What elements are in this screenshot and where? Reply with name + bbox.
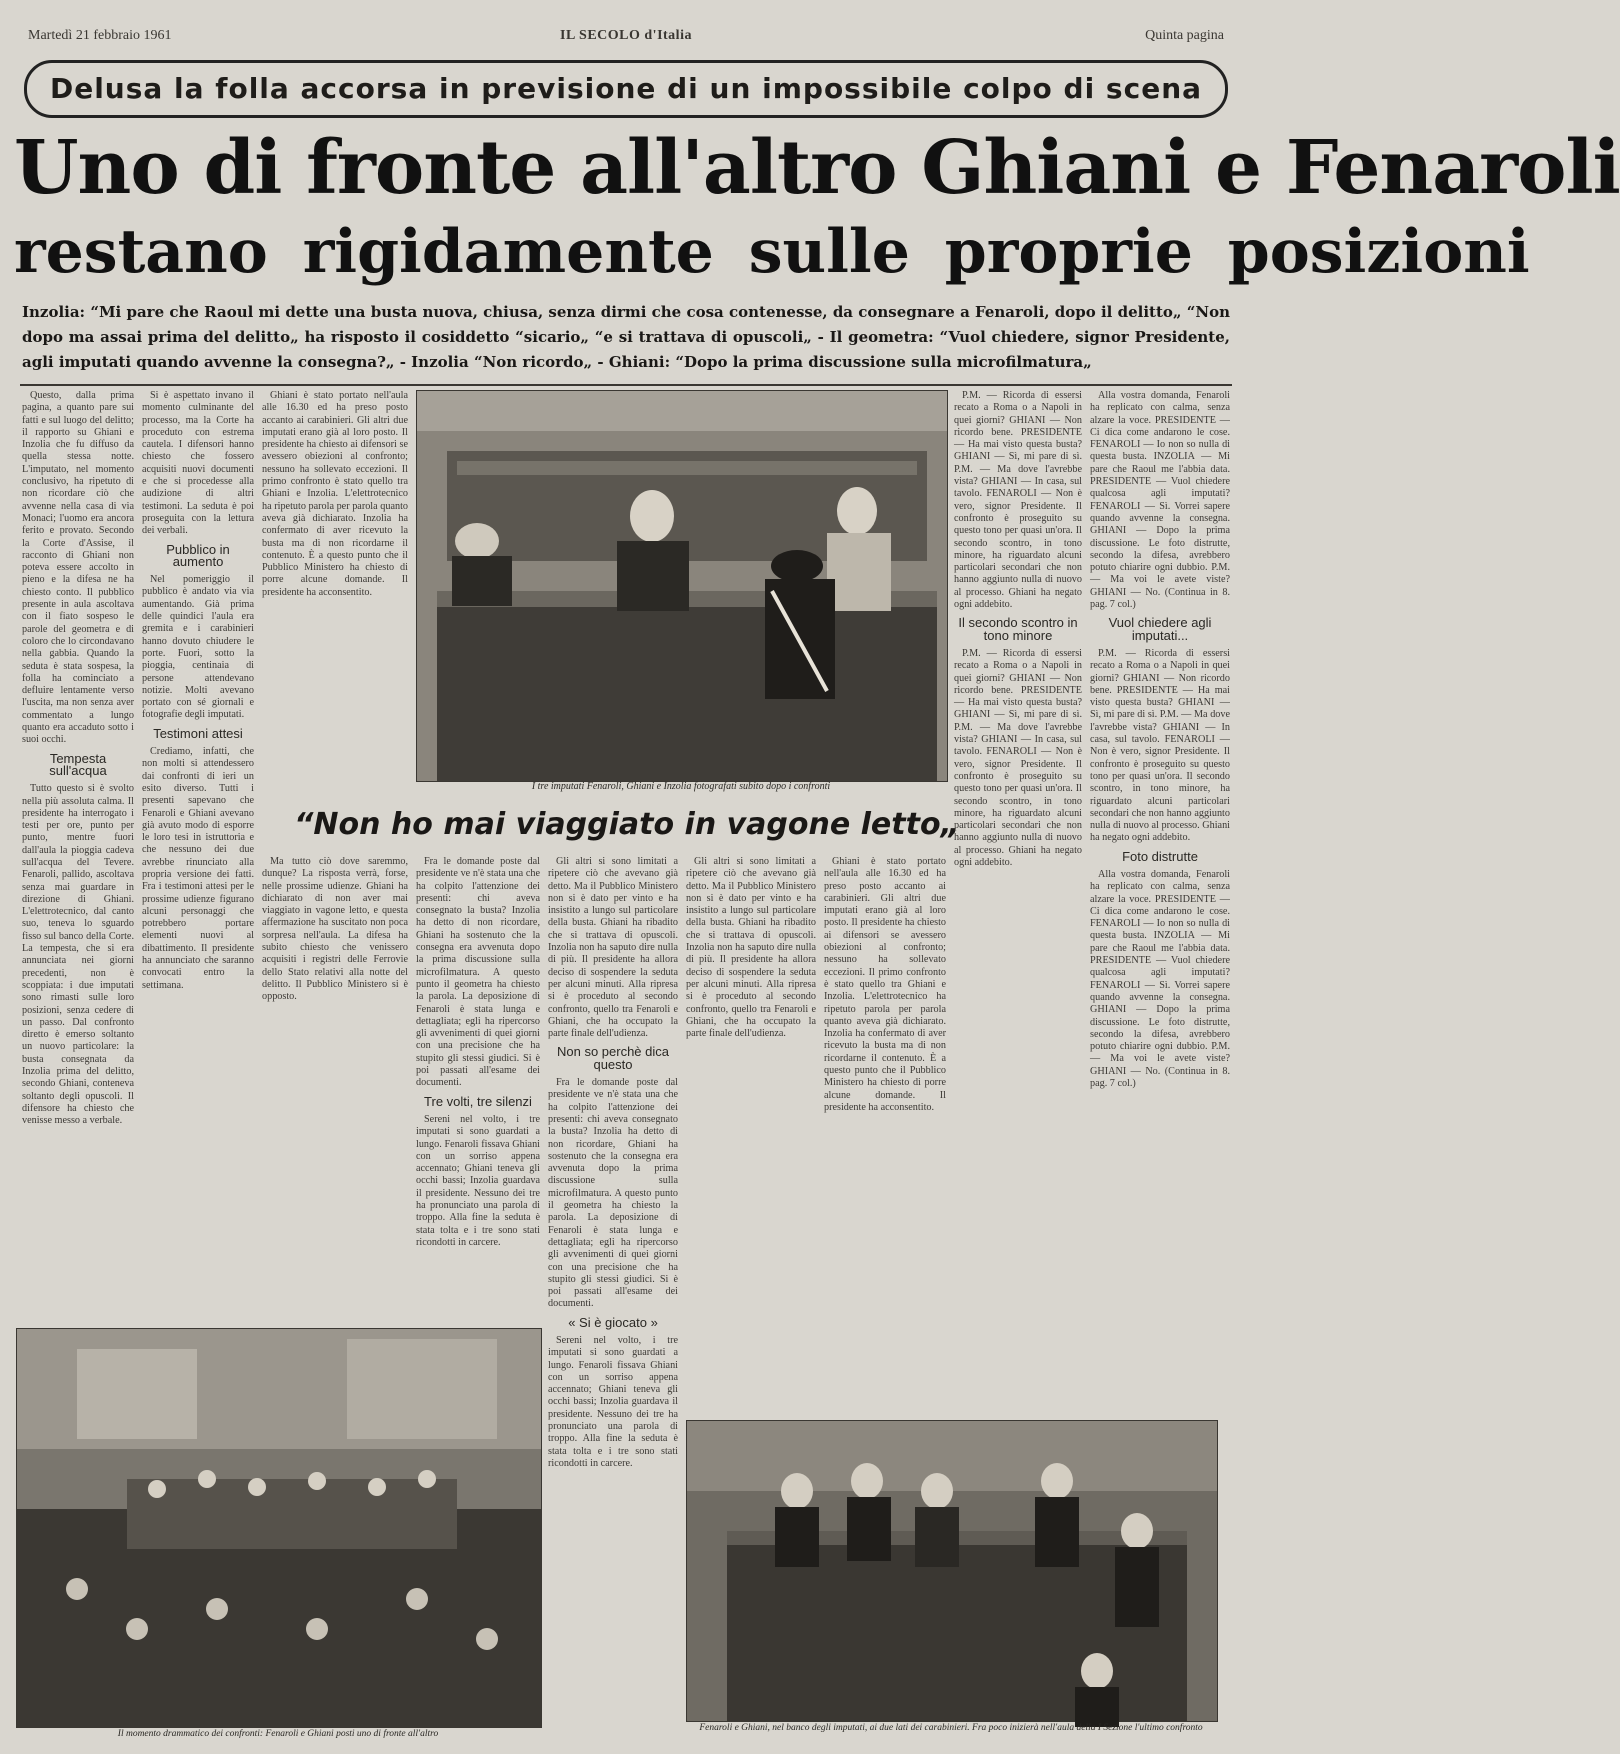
court-hall-photo-icon xyxy=(17,1329,541,1727)
column-text: Alla vostra domanda, Fenaroli ha replicato con calma, senza alzare la voce. PRESIDENTE — Ci dica come andarono le cose. FENAROLI — Io non so nulla di questa busta. INZOLIA — Mi pare che Raoul me l'abbia data. PRESIDENTE — Vuol chiedere qualcosa agli imputati? FENAROLI — Sì. Vorrei sapere quando avvenne la consegna. GHIANI — Dopo la prima discussione. Le foto distrutte, secondo la difesa, avrebbero potuto chiarire ogni dubbio. P.M. — Ma voi le avete viste? GHIANI — No. (Continua in 8. pag. 7 col.) xyxy=(1090,868,1230,1090)
column-text: Si è aspettato invano il momento culminante del processo, ma la Corte ha proceduto con estrema cautela. I difensori hanno chiesto che fossero acquisiti nuovi documenti e che si procedesse alla audizione di altri testimoni. La seduta è poi proseguita con la lettura dei verbali. xyxy=(142,390,254,537)
column-text: Gli altri si sono limitati a ripetere ciò che avevano già detto. Ma il Pubblico Ministero non si è dato per vinto e ha insistito a lungo sul particolare della busta. Ghiani ha ribadito che si trattava di opuscoli. Inzolia non ha saputo dire nulla di più. Il presidente ha allora deciso di sospendere la seduta per alcuni minuti. Alla ripresa si è proceduto al secondo confronto, quello tra Fenaroli e Ghiani, che ha occupato la parte finale dell'udienza. xyxy=(686,856,816,1040)
column-text: Sereni nel volto, i tre imputati si sono guardati a lungo. Fenaroli fissava Ghiani con un sorriso appena accennato; Ghiani teneva gli occhi bassi; Inzolia guardava il presidente. Nessuno dei tre ha pronunciato una parola di troppo. Alla fine la seduta è stata tolta e i tre sono stati ricondotti in carcere. xyxy=(548,1334,678,1469)
page-label: Quinta pagina xyxy=(1145,28,1224,43)
article-column-5 xyxy=(416,856,540,1318)
headline-line-1: Uno di fronte all'altro Ghiani e Fenaroli xyxy=(14,125,1620,211)
top-photo xyxy=(416,390,948,782)
column-subhead: Non so perchè dica questo xyxy=(556,1044,669,1072)
bottom-left-photo xyxy=(16,1328,542,1728)
column-text: P.M. — Ricorda di essersi recato a Roma o a Napoli in quei giorni? GHIANI — Non ricordo bene. PRESIDENTE — Ha mai visto questa busta? GHIANI — Sì, mi pare di sì. P.M. — Ma dove l'avrebbe vista? GHIANI — In casa, sul tavolo. FENAROLI — Non è vero, signor Presidente. Il confronto è proseguito su questo tono per quasi un'ora. Il secondo scontro, in tono minore, ha riguardato alcuni particolari secondari che non hanno aggiunto nulla di nuovo al processo. Ghiani ha negato ogni addebito. xyxy=(954,390,1082,611)
column-text: Sereni nel volto, i tre imputati si sono guardati a lungo. Fenaroli fissava Ghiani con un sorriso appena accennato; Ghiani teneva gli occhi bassi; Inzolia guardava il presidente. Nessuno dei tre ha pronunciato una parola di troppo. Alla fine la seduta è stata tolta e i tre sono stati ricondotti in carcere. xyxy=(416,1113,540,1248)
article-column-2 xyxy=(142,390,254,1330)
column-text: P.M. — Ricorda di essersi recato a Roma o a Napoli in quei giorni? GHIANI — Non ricordo bene. PRESIDENTE — Ha mai visto questa busta? GHIANI — Sì, mi pare di sì. P.M. — Ma dove l'avrebbe vista? GHIANI — In casa, sul tavolo. FENAROLI — Non è vero, signor Presidente. Il confronto è proseguito su questo tono per quasi un'ora. Il secondo scontro, in tono minore, ha riguardato alcuni particolari secondari che non hanno aggiunto nulla di nuovo al processo. Ghiani ha negato ogni addebito. xyxy=(954,647,1082,868)
column-subhead: « Si è giocato » xyxy=(568,1314,658,1330)
column-text: Nel pomeriggio il pubblico è andato via via aumentando. Già prima delle quindici l'aula era gremita e i carabinieri hanno dovuto chiudere le porte. Fuori, sotto la pioggia, centinaia di persone attendevano notizie. Molti avevano portato con sé giornali e fotografie degli imputati. xyxy=(142,574,254,721)
column-text: Alla vostra domanda, Fenaroli ha replicato con calma, senza alzare la voce. PRESIDENTE — Ci dica come andarono le cose. FENAROLI — Io non so nulla di questa busta. INZOLIA — Mi pare che Raoul me l'abbia data. PRESIDENTE — Vuol chiedere qualcosa agli imputati? FENAROLI — Sì. Vorrei sapere quando avvenne la consegna. GHIANI — Dopo la prima discussione. Le foto distrutte, secondo la difesa, avrebbero potuto chiarire ogni dubbio. P.M. — Ma voi le avete viste? GHIANI — No. (Continua in 8. pag. 7 col.) xyxy=(1090,390,1230,611)
masthead-strip xyxy=(20,24,1232,46)
headline-line-2: restano rigidamente sulle proprie posizioni xyxy=(14,217,1530,287)
column-subhead: Foto distrutte xyxy=(1122,848,1198,864)
column-text: Gli altri si sono limitati a ripetere ciò che avevano già detto. Ma il Pubblico Ministero non si è dato per vinto e ha insistito a lungo sul particolare della busta. Ghiani ha ribadito che si trattava di opuscoli. Inzolia non ha saputo dire nulla di più. Il presidente ha allora deciso di sospendere la seduta per alcuni minuti. Alla ripresa si è proceduto al secondo confronto, quello tra Fenaroli e Ghiani, che ha occupato la parte finale dell'udienza. xyxy=(548,856,678,1040)
column-subhead: Il secondo scontro in tono minore xyxy=(958,615,1078,643)
article-column-10 xyxy=(824,856,946,1316)
article-column-6 xyxy=(548,856,678,1736)
column-text: Ma tutto ciò dove saremmo, dunque? La risposta verrà, forse, nelle prossime udienze. Ghiani ha dichiarato di non aver mai viaggiato in vagone letto, e questa affermazione ha suscitato non poca sorpresa nell'aula. La difesa ha subito chiesto che venissero acquisiti i registri delle Ferrovie dello Stato relativi alla notte del delitto. Il Pubblico Ministero si è opposto. xyxy=(262,856,408,1003)
column-subhead: Tempesta sull'acqua xyxy=(49,750,107,778)
column-text: Tutto questo si è svolto nella più assoluta calma. Il presidente ha interrogato i testi per ore, punto per punto, mentre fuori dall'aula la pioggia cadeva sull'acqua del Tevere. Fenaroli, pallido, ascoltava senza mai guardare in direzione di Ghiani. L'elettrotecnico, dal canto suo, teneva lo sguardo fisso sul banco della Corte. La tempesta, che si era annunciata nei giorni precedenti, non è scoppiata: i due imputati sono rimasti sulle loro posizioni, senza cedere di un passo. Dal confronto diretto è emerso soltanto un nuovo particolare: la busta consegnata da Inzolia prima del delitto, secondo Ghiani, conteneva soltanto degli opuscoli. Il difensore ha chiesto che venisse messo a verbale. xyxy=(22,783,134,1127)
article-column-9 xyxy=(1090,390,1230,1320)
bottom-right-photo-caption: Fenaroli e Ghiani, nel banco degli imputati, ai due lati dei carabinieri. Fra poco inizierà nell'aula della I Sezione l'ultimo confronto xyxy=(699,1723,1203,1733)
column-text: Ghiani è stato portato nell'aula alle 16.30 ed ha preso posto accanto ai carabinieri. Gli altri due imputati erano già al loro posto. Il presidente ha chiesto ai difensori se avessero obiezioni al confronto; nessuno ha sollevato eccezioni. Il primo confronto è stato quello tra Ghiani e Inzolia. L'elettrotecnico ha ripetuto parola per parola quanto aveva già dichiarato. Inzolia ha confermato di aver ricevuto la busta ma di non ricordarne il contenuto. È a questo punto che il Pubblico Ministero ha chiesto di porre alcune domande. Il presidente ha acconsentito. xyxy=(824,856,946,1113)
divider xyxy=(20,384,1232,386)
issue-date: Martedì 21 febbraio 1961 xyxy=(28,28,172,43)
column-text: Questo, dalla prima pagina, a quanto pare sui fatti e sul luogo del delitto; il rapporto su Ghiani e Inzolia che fu diffuso da quella stessa notte. L'imputato, nel momento conclusivo, ha ripetuto di non ricordare ciò che avvenne nella casa di via Monaci; l'uomo era ancora ferito e provato. Secondo la Corte d'Assise, il racconto di Ghiani non poteva essere accolto in pieno e la difesa ne ha chiesto conto. Il pubblico presente in aula ascoltava con il fiato sospeso le parole del geometra e di coloro che lo circondavano nella gabbia. Quando la seduta è stata sospesa, la folla ha cominciato a defluire lentamente verso l'uscita, ma non senza aver commentato a lungo quanto era accaduto sotto i suoi occhi. xyxy=(22,390,134,746)
kicker-banner: Delusa la folla accorsa in previsione di un impossibile colpo di scena xyxy=(24,60,1228,118)
column-text: Fra le domande poste dal presidente ve n'è stata una che ha colpito l'attenzione dei presenti: chi aveva consegnato la busta? Inzolia ha detto di non ricordare, Ghiani ha sostenuto che la consegna era avvenuta dopo la prima discussione sulla microfilmatura. A questo punto il geometra ha chiesto la parola. La deposizione di Fenaroli è stata lunga e dettagliata; egli ha ripercorso gli avvenimenti di quei giorni con una precisione che ha stupito gli stessi giudici. Si è poi passati all'esame dei documenti. xyxy=(416,856,540,1089)
defendants-cage-photo-icon xyxy=(687,1421,1217,1721)
pull-quote: “Non ho mai viaggiato in vagone letto„ xyxy=(294,807,960,842)
deck-summary: Inzolia: “Mi pare che Raoul mi dette una busta nuova, chiusa, senza dirmi che cosa contenesse, da consegnare a Fenaroli, dopo il delitto„ “Non dopo ma assai prima del delitto„ ha risposto il cosiddetto “sicario„ “e si trattava di opuscoli„ - Il geometra: “Vuol chiedere, signor Presidente, agli imputati quando avvenne la consegna?„ - Inzolia “Non ricordo„ - Ghiani: “Dopo la prima discussione sulla microfilmatura„ xyxy=(22,303,1230,371)
column-subhead: Tre volti, tre silenzi xyxy=(424,1093,532,1109)
article-column-8 xyxy=(954,390,1082,1320)
courtroom-photo-icon xyxy=(417,391,947,781)
column-subhead: Vuol chiedere agli imputati... xyxy=(1108,615,1212,643)
column-subhead: Testimoni attesi xyxy=(153,725,243,741)
bottom-right-photo xyxy=(686,1420,1218,1722)
top-photo-caption: I tre imputati Fenaroli, Ghiani e Inzolia fotografati subito dopo i confronti xyxy=(531,781,831,792)
newspaper-name: IL SECOLO d'Italia xyxy=(560,28,692,43)
column-text: Fra le domande poste dal presidente ve n'è stata una che ha colpito l'attenzione dei presenti: chi aveva consegnato la busta? Inzolia ha detto di non ricordare, Ghiani ha sostenuto che la consegna era avvenuta dopo la prima discussione sulla microfilmatura. A questo punto il geometra ha chiesto la parola. La deposizione di Fenaroli è stata lunga e dettagliata; egli ha ripercorso gli avvenimenti di quei giorni con una precisione che ha stupito gli stessi giudici. Si è poi passati all'esame dei documenti. xyxy=(548,1077,678,1310)
column-subhead: Pubblico in aumento xyxy=(166,541,230,569)
column-text: Ghiani è stato portato nell'aula alle 16.30 ed ha preso posto accanto ai carabinieri. Gli altri due imputati erano già al loro posto. Il presidente ha chiesto ai difensori se avessero obiezioni al confronto; nessuno ha sollevato eccezioni. Il primo confronto è stato quello tra Ghiani e Inzolia. L'elettrotecnico ha ripetuto parola per parola quanto aveva già dichiarato. Inzolia ha confermato di aver ricevuto la busta ma di non ricordarne il contenuto. È a questo punto che il Pubblico Ministero ha chiesto di porre alcune domande. Il presidente ha acconsentito. xyxy=(262,390,408,598)
article-column-3 xyxy=(262,390,408,794)
column-text: P.M. — Ricorda di essersi recato a Roma o a Napoli in quei giorni? GHIANI — Non ricordo bene. PRESIDENTE — Ha mai visto questa busta? GHIANI — Sì, mi pare di sì. P.M. — Ma dove l'avrebbe vista? GHIANI — In casa, sul tavolo. FENAROLI — Non è vero, signor Presidente. Il confronto è proseguito su questo tono per quasi un'ora. Il secondo scontro, in tono minore, ha riguardato alcuni particolari secondari che non hanno aggiunto nulla di nuovo al processo. Ghiani ha negato ogni addebito. xyxy=(1090,647,1230,844)
article-column-1 xyxy=(22,390,134,1330)
article-column-4 xyxy=(262,856,408,1318)
bottom-left-photo-caption: Il momento drammatico dei confronti: Fenaroli e Ghiani posti uno di fronte all'altro xyxy=(117,1729,439,1739)
article-column-7 xyxy=(686,856,816,1316)
column-text: Crediamo, infatti, che non molti si attendessero dai confronti di ieri un esito diverso. Tutti i presenti sapevano che Fenaroli e Ghiani avevano già avuto modo di esporre le loro tesi in istruttoria e che nessuno dei due avrebbe rinunciato alla propria versione dei fatti. Fra i testimoni attesi per le prossime udienze figurano alcuni personaggi che potrebbero portare elementi nuovi al dibattimento. Il presidente ha annunciato che saranno convocati entro la settimana. xyxy=(142,746,254,991)
